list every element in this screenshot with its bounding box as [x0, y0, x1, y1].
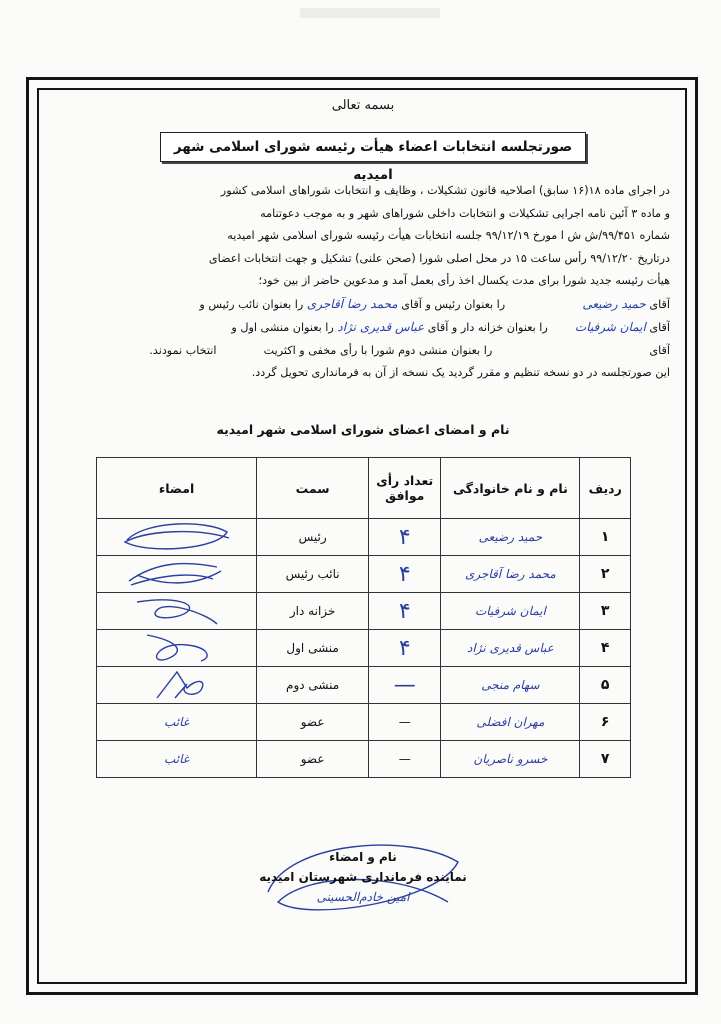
- header-votes: تعداد رأی موافق: [369, 458, 441, 519]
- vote-count: ۴: [369, 556, 441, 593]
- member-role: منشی دوم: [257, 667, 369, 704]
- member-role: خزانه دار: [257, 593, 369, 630]
- signature-scribble-icon: [117, 557, 237, 591]
- signature-scribble-icon: [117, 594, 237, 628]
- member-name: ایمان شرفیات: [441, 593, 580, 630]
- handwritten-name: محمد رضا آقاجری: [306, 296, 398, 311]
- row-number: ۶: [580, 704, 631, 741]
- footer-label: نام و امضاء: [329, 850, 397, 864]
- member-name: محمد رضا آقاجری: [441, 556, 580, 593]
- body-line: و ماده ۳ آئین نامه اجرایی تشکیلات و انتخابات داخلی شوراهای شهر و به موجب دعوتنامه: [260, 206, 670, 220]
- vote-count: —: [369, 667, 441, 704]
- table-title: نام و امضای اعضای شورای اسلامی شهر امیدیه: [216, 422, 510, 437]
- vote-count: ۴: [369, 630, 441, 667]
- signature-absent: غائب: [97, 704, 257, 741]
- signature-scribble-icon: [117, 631, 237, 665]
- member-role: عضو: [257, 704, 369, 741]
- body-line: آقای ایمان شرفیات را بعنوان خزانه دار و آقای عباس قدیری نژاد را بعنوان منشی اول و: [231, 320, 670, 334]
- table-row: [97, 741, 631, 778]
- row-number: ۵: [580, 667, 631, 704]
- table-row: [97, 593, 631, 630]
- body-line: این صورتجلسه در دو نسخه تنظیم و مقرر گردید یک نسخه از آن به فرمانداری تحویل گردد.: [251, 366, 670, 379]
- body-line: شماره ۹۹/۴۵۱/ش ش ا مورخ ۹۹/۱۲/۱۹ جلسه انتخابات هیأت رئیسه شورای اسلامی شهر امیدیه: [227, 229, 670, 242]
- member-name: مهران افضلی: [441, 704, 580, 741]
- signature-cell: [97, 519, 257, 556]
- member-name: سهام منجی: [441, 667, 580, 704]
- document-title: صورتجلسه انتخابات اعضاء هیأت رئیسه شورای اسلامی شهر امیدیه: [160, 132, 586, 162]
- handwritten-name: حمید رضیعی: [582, 296, 646, 311]
- table-row: [97, 704, 631, 741]
- representative-name: امین خادم‌الحسینی: [316, 890, 410, 904]
- scan-artifact: [300, 8, 440, 18]
- signature-cell: [97, 556, 257, 593]
- header-role: سمت: [257, 458, 369, 519]
- body-line: آقای را بعنوان منشی دوم شورا با رأی مخفی و اکثریت انتخاب نمودند.: [149, 343, 670, 357]
- table-row: [97, 556, 631, 593]
- row-number: ۷: [580, 741, 631, 778]
- body-line: هیأت رئیسه جدید شورا برای مدت یکسال اخذ رأی بعمل آمد و مدعوین حاضر از بین خود؛: [258, 274, 670, 287]
- minutes-body: [56, 180, 670, 385]
- body-line: آقای حمید رضیعی را بعنوان رئیس و آقای محمد رضا آقاجری را بعنوان نائب رئیس و: [199, 296, 670, 311]
- row-number: ۳: [580, 593, 631, 630]
- header-signature: امضاء: [97, 458, 257, 519]
- row-number: ۴: [580, 630, 631, 667]
- member-role: نائب رئیس: [257, 556, 369, 593]
- footer-block: [48, 847, 678, 907]
- header-row-number: ردیف: [580, 458, 631, 519]
- member-role: منشی اول: [257, 630, 369, 667]
- header-name: نام و نام خانوادگی: [441, 458, 580, 519]
- handwritten-name: عباس قدیری نژاد: [337, 320, 425, 334]
- members-table: [96, 457, 631, 778]
- member-name: خسرو ناصریان: [441, 741, 580, 778]
- signature-scribble-icon: [117, 520, 237, 554]
- row-number: ۱: [580, 519, 631, 556]
- signature-cell: [97, 630, 257, 667]
- member-name: حمید رضیعی: [441, 519, 580, 556]
- vote-count: —: [369, 704, 441, 741]
- vote-count: ۴: [369, 519, 441, 556]
- signature-scribble-icon: [117, 668, 237, 702]
- body-line: در اجرای ماده ۱۸(۱۶ سابق) اصلاحیه قانون تشکیلات ، وظایف و انتخابات شوراهای اسلامی کشور: [220, 184, 670, 197]
- body-line: درتاریخ ۹۹/۱۲/۲۰ رأس ساعت ۱۵ در محل اصلی شورا (صحن علنی) تشکیل و جهت انتخابات اعضای: [208, 251, 670, 265]
- table-header-row: [97, 458, 631, 519]
- bismillah-heading: بسمه تعالی: [331, 98, 395, 113]
- signature-cell: [97, 593, 257, 630]
- vote-count: —: [369, 741, 441, 778]
- row-number: ۲: [580, 556, 631, 593]
- signature-cell: [97, 667, 257, 704]
- member-name: عباس قدیری نژاد: [441, 630, 580, 667]
- member-role: رئیس: [257, 519, 369, 556]
- handwritten-name: ایمان شرفیات: [574, 320, 646, 334]
- table-row: [97, 630, 631, 667]
- signature-absent: غائب: [97, 741, 257, 778]
- representative-title: نماینده فرمانداری شهرستان امیدیه: [259, 870, 467, 884]
- table-row: [97, 667, 631, 704]
- table-row: [97, 519, 631, 556]
- member-role: عضو: [257, 741, 369, 778]
- vote-count: ۴: [369, 593, 441, 630]
- document-content: [48, 92, 678, 972]
